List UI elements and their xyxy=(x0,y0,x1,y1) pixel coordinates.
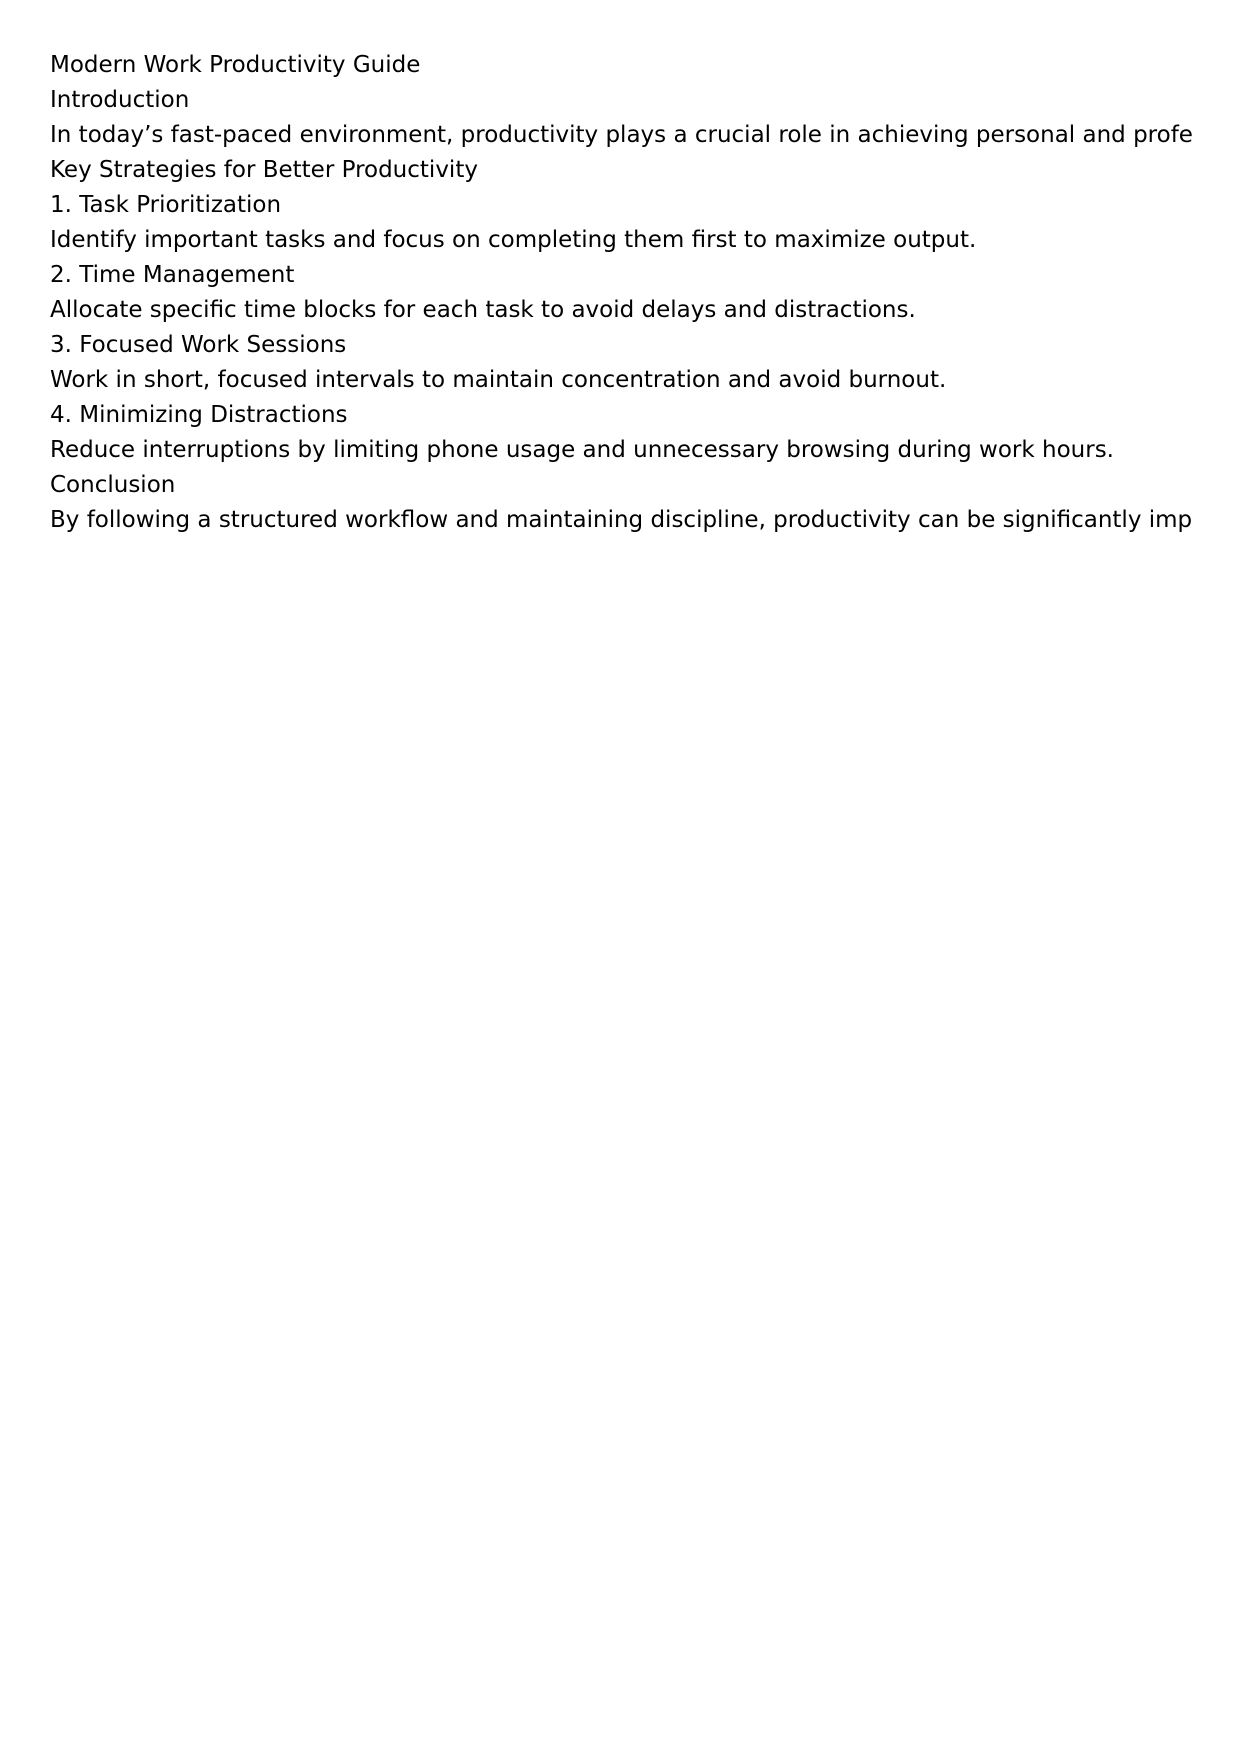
document-title: Modern Work Productivity Guide xyxy=(50,52,421,78)
introduction-heading: Introduction xyxy=(50,87,190,113)
conclusion-heading: Conclusion xyxy=(50,472,176,498)
strategies-heading: Key Strategies for Better Productivity xyxy=(50,157,478,183)
strategy-heading-minimizing-distractions: 4. Minimizing Distractions xyxy=(50,402,348,428)
strategy-heading-task-prioritization: 1. Task Prioritization xyxy=(50,192,282,218)
strategy-text-focused-work-sessions: Work in short, focused intervals to maintain concentration and avoid burnout. xyxy=(50,367,947,393)
introduction-text: In today’s fast-paced environment, productivity plays a crucial role in achieving personal and profe xyxy=(50,122,1193,148)
strategy-heading-focused-work-sessions: 3. Focused Work Sessions xyxy=(50,332,347,358)
conclusion-text: By following a structured workflow and maintaining discipline, productivity can be significantly imp xyxy=(50,507,1193,533)
strategy-heading-time-management: 2. Time Management xyxy=(50,262,295,288)
document-body xyxy=(50,48,1240,538)
strategy-text-minimizing-distractions: Reduce interruptions by limiting phone usage and unnecessary browsing during work hours. xyxy=(50,437,1114,463)
strategy-text-time-management: Allocate specific time blocks for each task to avoid delays and distractions. xyxy=(50,297,916,323)
strategy-text-task-prioritization: Identify important tasks and focus on completing them first to maximize output. xyxy=(50,227,977,253)
